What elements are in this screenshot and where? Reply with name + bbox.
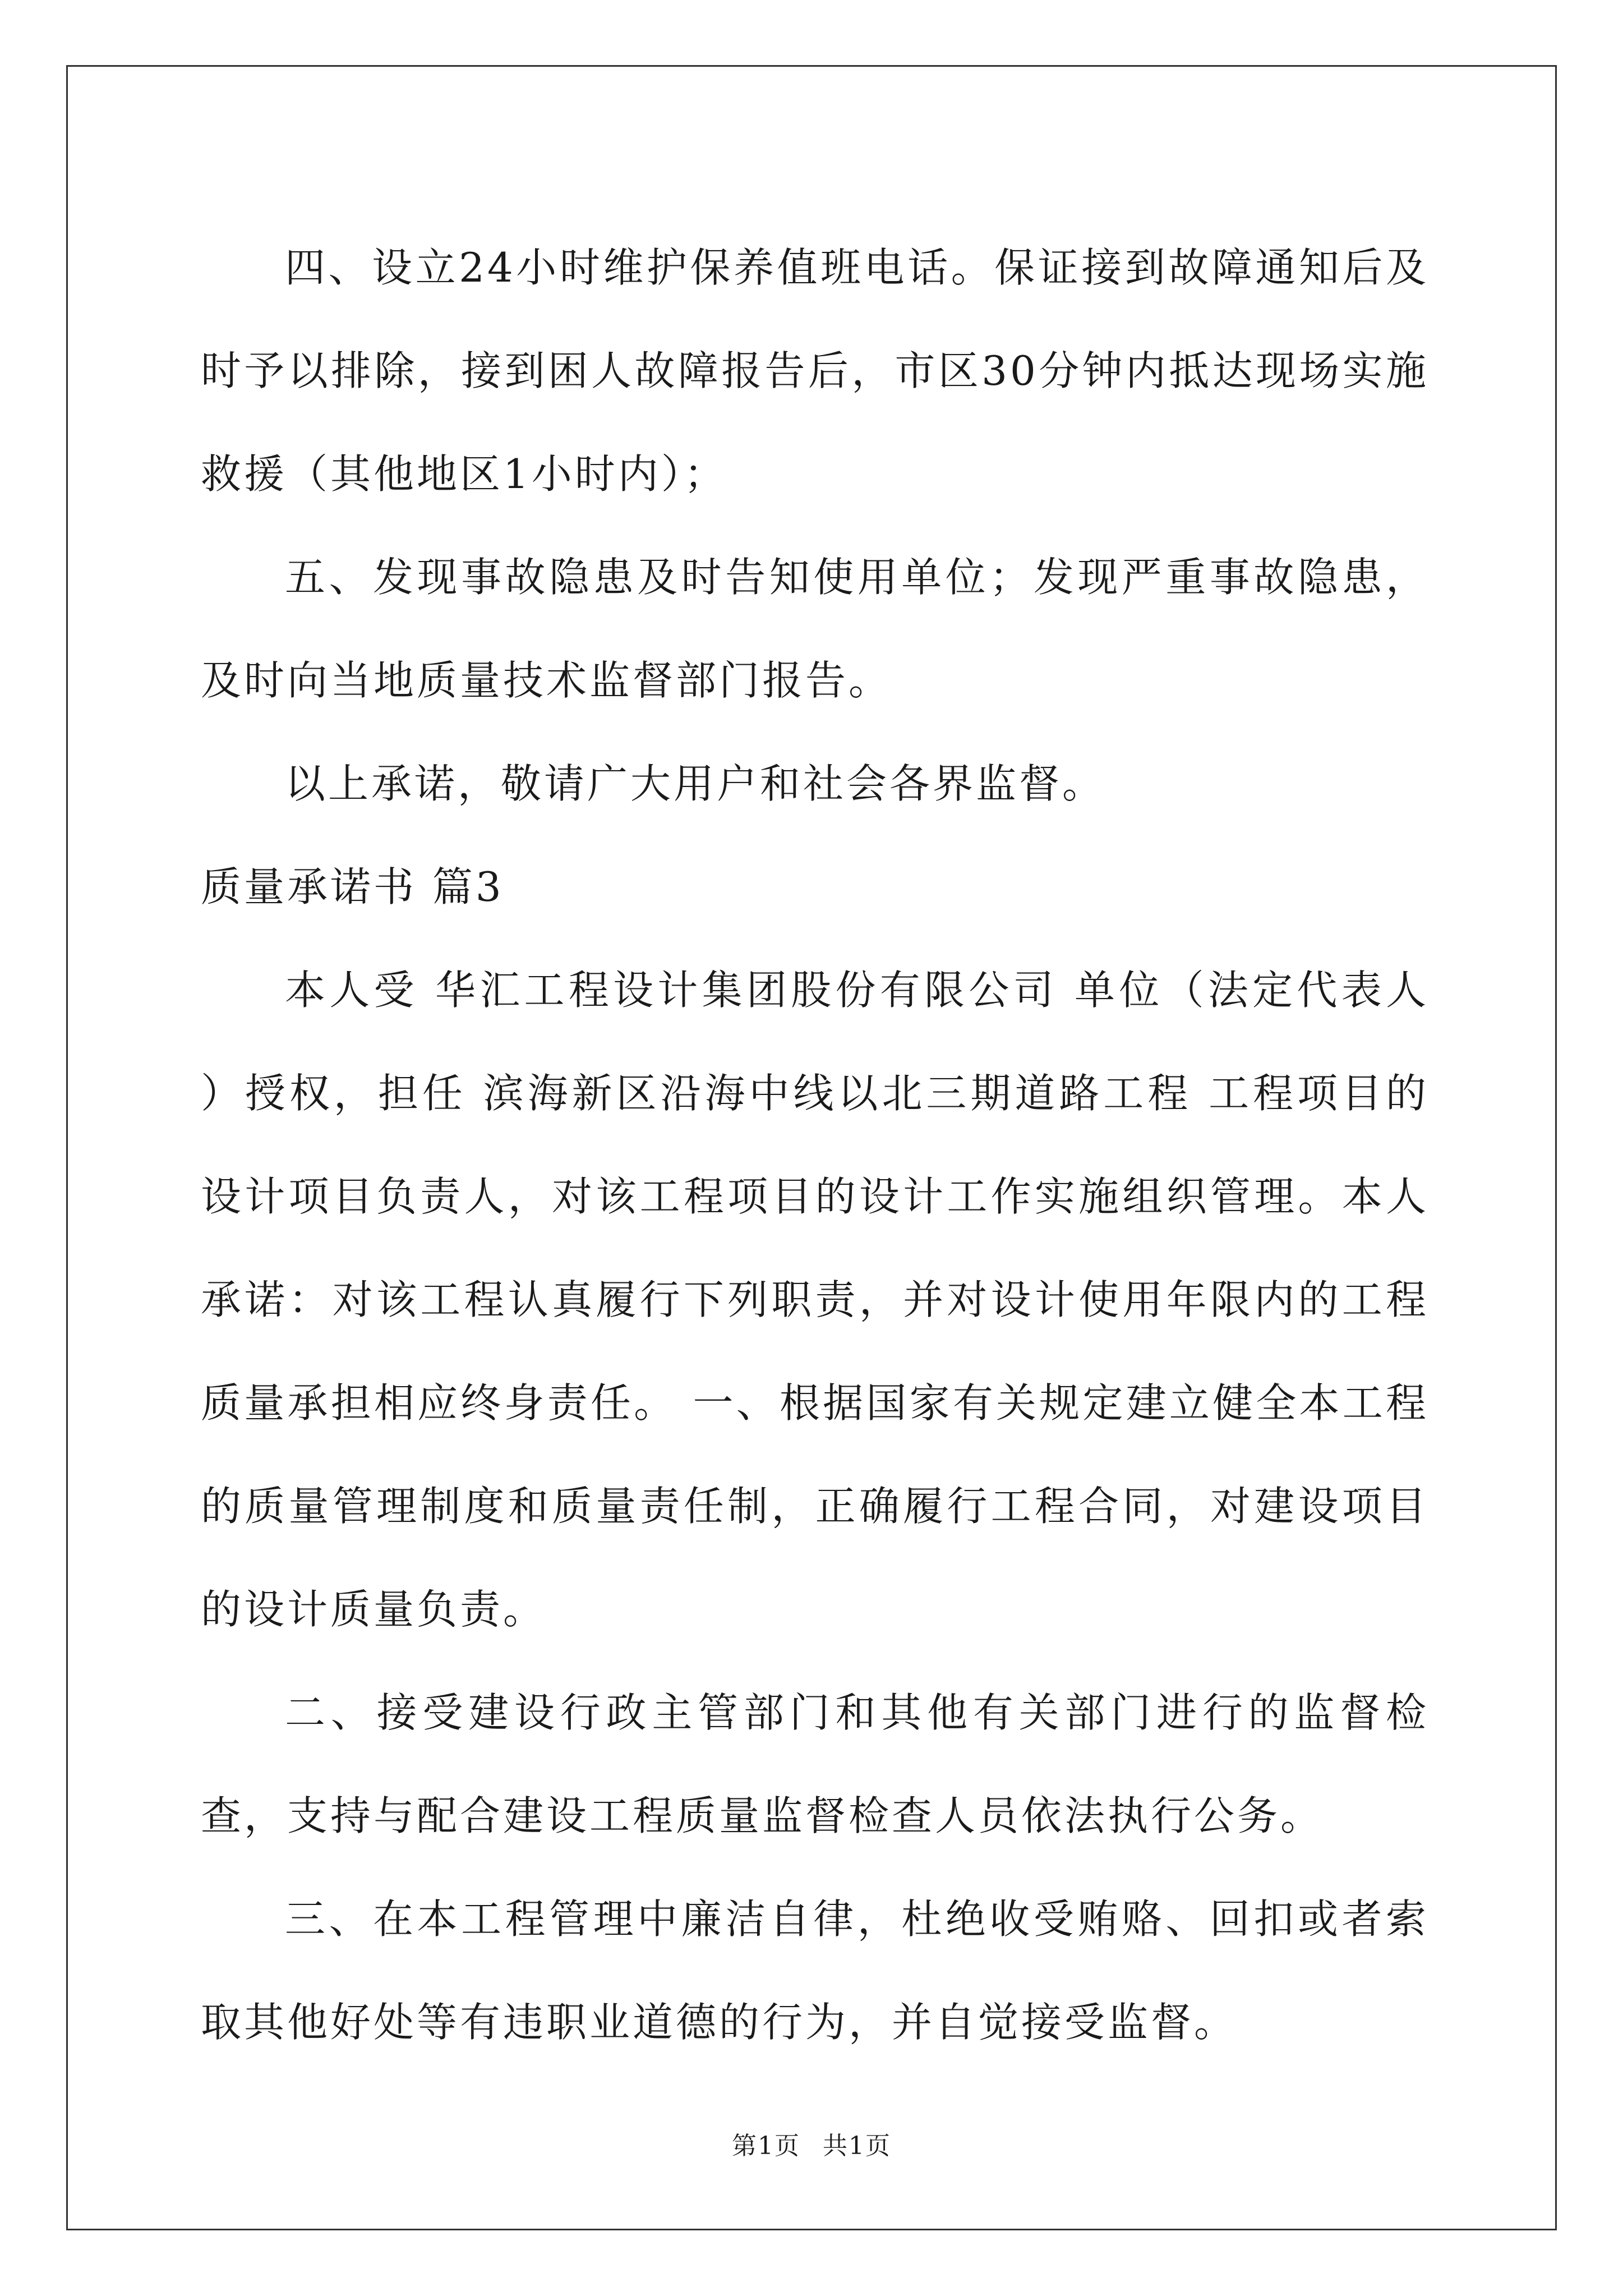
- paragraph-item-2: 二、接受建设行政主管部门和其他有关部门进行的监督检查，支持与配合建设工程质量监督检查人员依法执行公务。: [201, 1689, 1429, 1839]
- page-number-total: 共1页: [823, 2132, 891, 2160]
- document-body: [201, 216, 1429, 2074]
- page-number-current: 第1页: [732, 2132, 800, 2160]
- paragraph-item-3: 三、在本工程管理中廉洁自律，杜绝收受贿赂、回扣或者索取其他好处等有违职业道德的行为，并自觉接受监督。: [201, 1895, 1429, 2046]
- paragraph-closing: 以上承诺，敬请广大用户和社会各界监督。: [285, 760, 1106, 807]
- page-footer: [0, 2129, 1623, 2163]
- paragraph-clause-5: 五、发现事故隐患及时告知使用单位；发现严重事故隐患，及时向当地质量技术监督部门报告。: [201, 554, 1429, 704]
- section-heading: 质量承诺书 篇3: [201, 863, 504, 910]
- paragraph-clause-4: 四、设立24小时维护保养值班电话。保证接到故障通知后及时予以排除，接到困人故障报告后，市区30分钟内抵达现场实施救援（其他地区1小时内）；: [201, 244, 1429, 498]
- paragraph-commitment: 本人受 华汇工程设计集团股份有限公司 单位（法定代表人 ）授权，担任 滨海新区沿海中线以北三期道路工程 工程项目的设计项目负责人，对该工程项目的设计工作实施组织管理。本人承诺：对该工程认真履行下列职责，并对设计使用年限内的工程质量承担相应终身责任。 一、根据国家有关规定建立健全本工程的质量管理制度和质量责任制，正确履行工程合同，对建设项目的设计质量负责。: [201, 967, 1429, 1633]
